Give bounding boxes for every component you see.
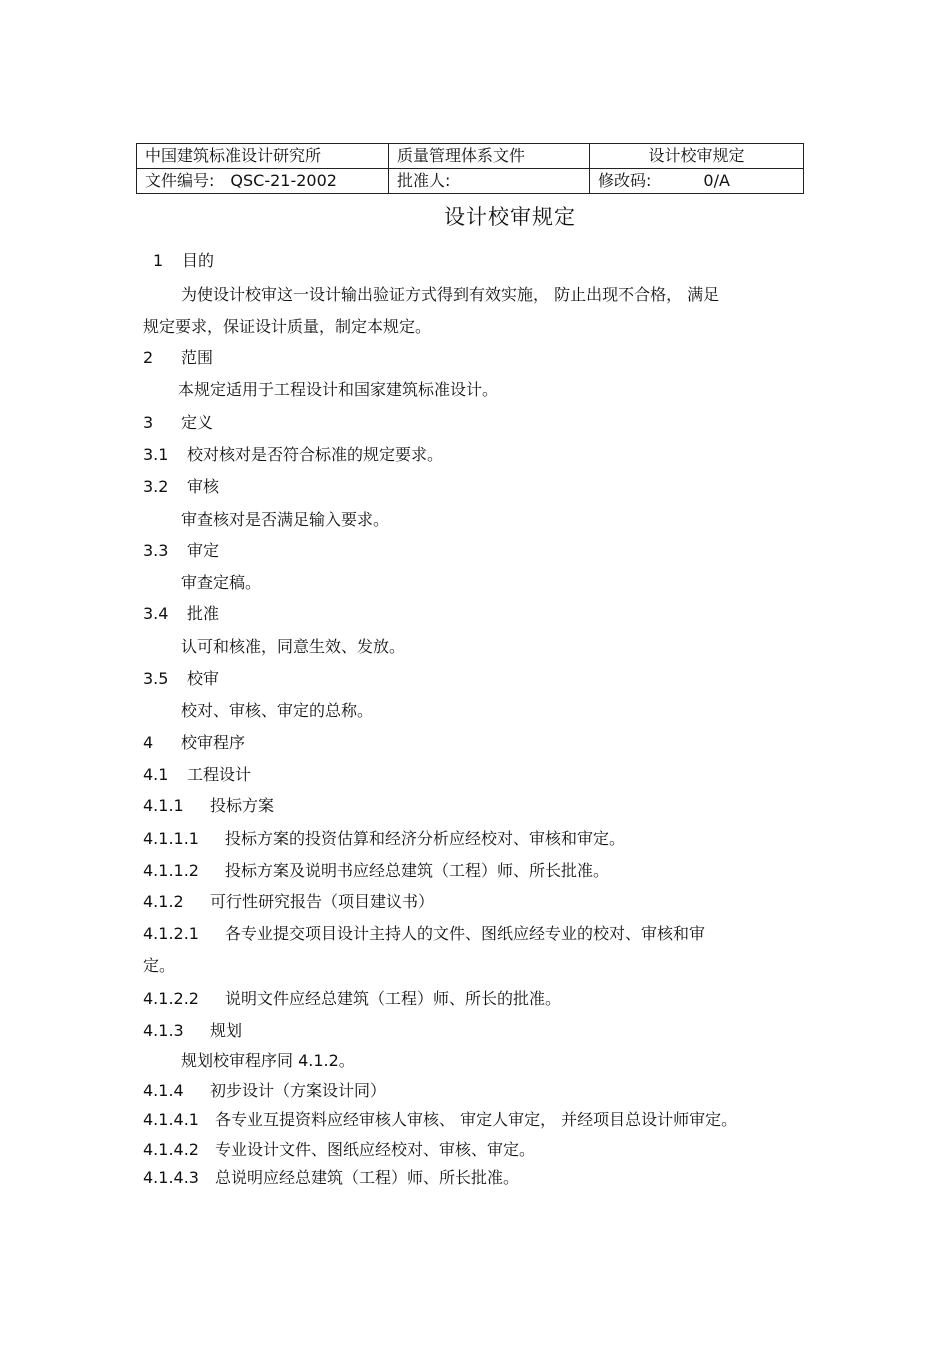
section-text: 校对核对是否符合标准的规定要求。 <box>187 445 444 464</box>
doc-type-cell: 质量管理体系文件 <box>389 144 590 169</box>
section-number: 4.1 <box>143 765 169 784</box>
section-number: 4.1.1.2 <box>143 861 199 880</box>
approver-label: 批准人: <box>397 171 451 190</box>
section-4-1-3 <box>143 1018 242 1041</box>
section-3-1 <box>143 442 443 465</box>
section-4-1-1-2 <box>143 858 609 881</box>
section-text: 校审程序 <box>181 733 246 752</box>
section-2-heading <box>143 345 213 368</box>
section-text: 专业设计文件、图纸应经校对、审核、审定。 <box>215 1140 536 1159</box>
section-3-2 <box>143 474 219 497</box>
section-text: 可行性研究报告（项目建议书） <box>210 892 435 911</box>
section-number: 4 <box>143 733 154 752</box>
section-4-1-4-1 <box>143 1107 737 1130</box>
section-number: 4.1.2.2 <box>143 989 199 1008</box>
section-text: 范围 <box>181 348 214 367</box>
section-text: 工程设计 <box>187 765 252 784</box>
section-text: 批准 <box>187 604 220 623</box>
section-number: 2 <box>143 348 154 367</box>
section-text: 各专业互提资料应经审核人审核、 审定人审定， 并经项目总设计师审定。 <box>215 1110 738 1129</box>
section-text: 说明文件应经总建筑（工程）师、所长的批准。 <box>225 989 562 1008</box>
section-3-4 <box>143 601 219 624</box>
section-number: 4.1.1 <box>143 796 184 815</box>
section-text: 定义 <box>181 413 214 432</box>
revision-cell <box>590 169 804 194</box>
section-3-5 <box>143 666 219 689</box>
section-text: 初步设计（方案设计同） <box>210 1081 387 1100</box>
paragraph-line: 定。 <box>143 956 176 975</box>
section-number: 3.3 <box>143 541 169 560</box>
section-number: 4.1.2.1 <box>143 924 199 943</box>
paragraph-line: 审查定稿。 <box>181 573 262 592</box>
doc-title-cell: 设计校审规定 <box>590 144 804 169</box>
file-number-label: 文件编号: <box>145 171 215 190</box>
section-text: 目的 <box>182 251 215 270</box>
section-number: 4.1.4.2 <box>143 1140 199 1159</box>
revision-value: 0/A <box>703 171 730 190</box>
section-text: 审核 <box>187 477 220 496</box>
section-4-1-4-2 <box>143 1137 535 1160</box>
revision-label: 修改码: <box>598 171 652 190</box>
paragraph-line: 本规定适用于工程设计和国家建筑标准设计。 <box>178 380 499 399</box>
section-text: 各专业提交项目设计主持人的文件、图纸应经专业的校对、审核和审 <box>225 924 706 943</box>
file-number-value: QSC-21-2002 <box>230 171 337 190</box>
section-4-1-2 <box>143 889 434 912</box>
section-number: 4.1.2 <box>143 892 184 911</box>
section-number: 4.1.3 <box>143 1021 184 1040</box>
section-4-1 <box>143 762 251 785</box>
section-text: 审定 <box>187 541 220 560</box>
section-number: 1 <box>153 251 164 270</box>
section-4-1-1 <box>143 793 274 816</box>
paragraph-line: 为使设计校审这一设计输出验证方式得到有效实施， 防止出现不合格， 满足 <box>181 285 720 304</box>
file-number-cell <box>137 169 389 194</box>
paragraph-line: 规划校审程序同 4.1.2。 <box>181 1051 355 1070</box>
document-title: 设计校审规定 <box>444 205 576 229</box>
section-4-1-1-1 <box>143 826 625 849</box>
section-number: 3.1 <box>143 445 169 464</box>
document-header-table <box>136 143 804 194</box>
section-number: 4.1.4.3 <box>143 1168 199 1187</box>
section-3-3 <box>143 538 219 561</box>
section-4-heading <box>143 730 245 753</box>
section-number: 3.2 <box>143 477 169 496</box>
section-number: 4.1.4 <box>143 1081 184 1100</box>
paragraph-line: 审查核对是否满足输入要求。 <box>181 510 390 529</box>
section-4-1-2-2 <box>143 986 561 1009</box>
header-row-2 <box>137 169 804 194</box>
section-number: 4.1.4.1 <box>143 1110 199 1129</box>
approver-cell <box>389 169 590 194</box>
section-3-heading <box>143 410 213 433</box>
org-cell: 中国建筑标准设计研究所 <box>137 144 389 169</box>
section-4-1-4 <box>143 1078 386 1101</box>
section-number: 4.1.1.1 <box>143 829 199 848</box>
paragraph-line: 认可和核准，同意生效、发放。 <box>181 637 406 656</box>
header-row-1 <box>137 144 804 169</box>
paragraph-line: 规定要求，保证设计质量，制定本规定。 <box>143 317 432 336</box>
section-text: 投标方案 <box>210 796 275 815</box>
section-number: 3.4 <box>143 604 169 623</box>
section-4-1-4-3 <box>143 1165 519 1188</box>
section-number: 3 <box>143 413 154 432</box>
section-number: 3.5 <box>143 669 169 688</box>
section-4-1-2-1 <box>143 921 705 944</box>
section-text: 总说明应经总建筑（工程）师、所长批准。 <box>215 1168 520 1187</box>
section-text: 规划 <box>210 1021 243 1040</box>
section-1-heading <box>153 248 214 271</box>
section-text: 校审 <box>187 669 220 688</box>
section-text: 投标方案及说明书应经总建筑（工程）师、所长批准。 <box>225 861 610 880</box>
section-text: 投标方案的投资估算和经济分析应经校对、审核和审定。 <box>225 829 626 848</box>
paragraph-line: 校对、审核、审定的总称。 <box>181 701 374 720</box>
